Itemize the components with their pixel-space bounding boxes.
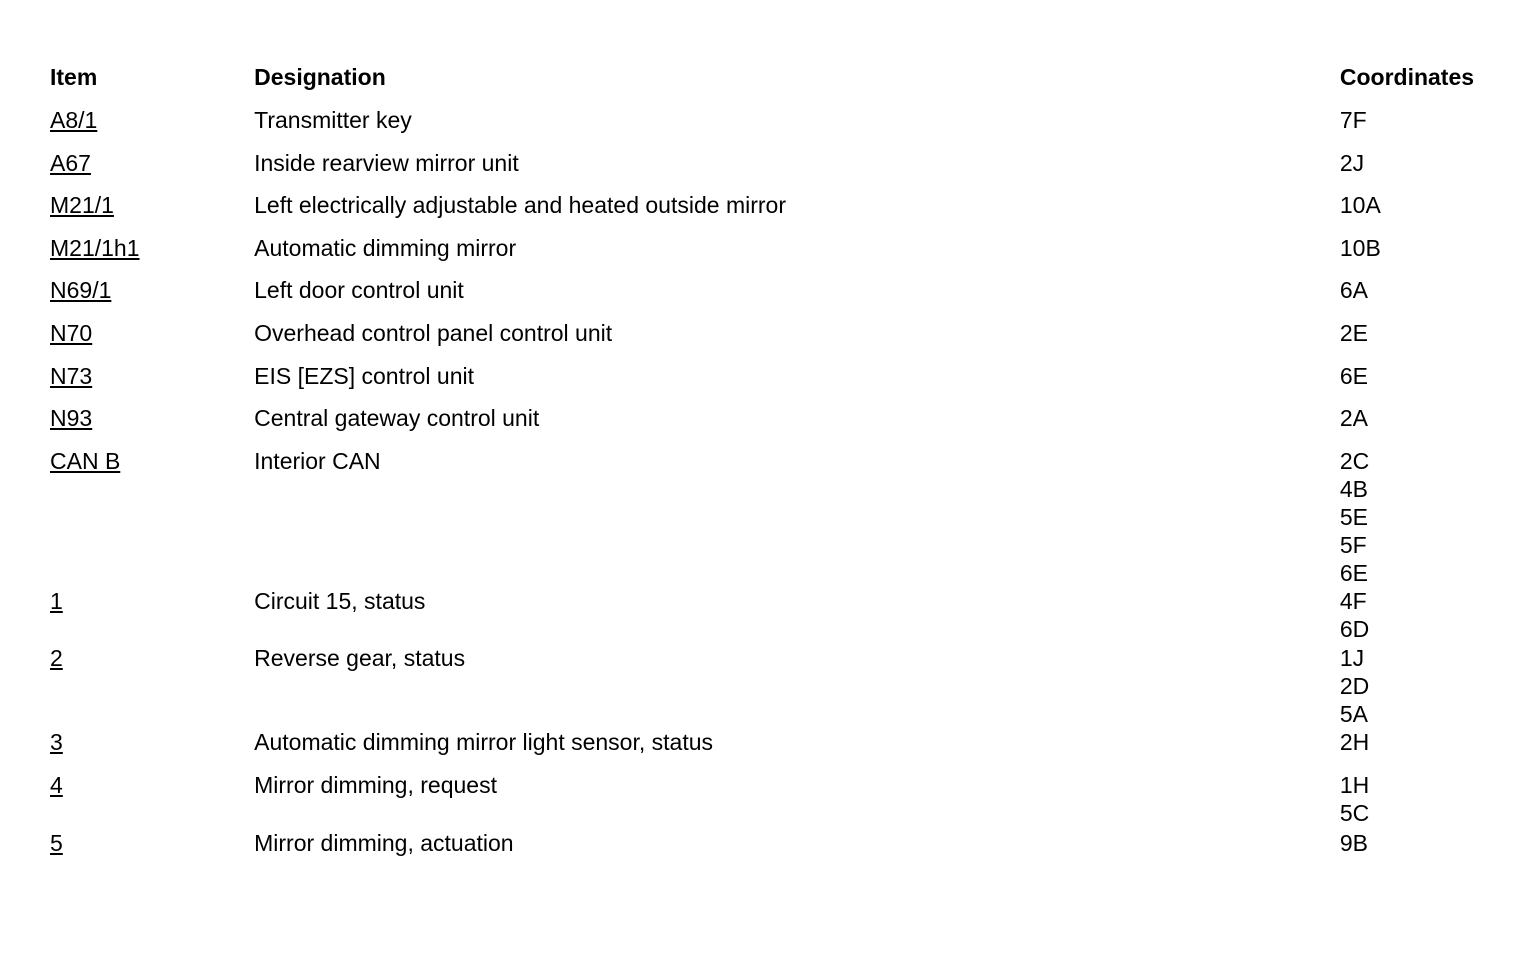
- designation-cell: Central gateway control unit: [254, 405, 540, 432]
- designation-cell: Mirror dimming, request: [254, 771, 497, 798]
- designation-cell: Interior CAN: [254, 447, 381, 474]
- coordinate-value: 9B: [1339, 829, 1368, 856]
- coordinates-cell: [1340, 191, 1510, 234]
- coordinates-cell: [1340, 447, 1510, 587]
- item-cell: [50, 728, 254, 771]
- item-cell: [50, 447, 254, 587]
- table-row: [50, 447, 1510, 587]
- designation-cell: Transmitter key: [254, 107, 412, 133]
- designation-cell: Mirror dimming, actuation: [254, 829, 514, 856]
- header-designation: Designation: [254, 64, 386, 90]
- table-row: [50, 771, 1510, 829]
- designation-cell: Reverse gear, status: [254, 645, 466, 672]
- designation-cell: Inside rearview mirror unit: [254, 149, 519, 176]
- item-link[interactable]: 1: [50, 587, 63, 614]
- item-link[interactable]: N69/1: [50, 277, 112, 304]
- table-row: [50, 319, 1510, 362]
- item-link[interactable]: CAN B: [50, 447, 121, 474]
- coordinates-cell: [1340, 276, 1510, 319]
- header-row: [50, 64, 1510, 106]
- coordinate-value: 10B: [1339, 234, 1381, 261]
- table-row: [50, 149, 1510, 192]
- table-row: [50, 276, 1510, 319]
- designation-cell: Automatic dimming mirror: [254, 234, 517, 261]
- table-row: [50, 234, 1510, 277]
- item-cell: [50, 587, 254, 645]
- coordinates-cell: [1340, 106, 1510, 149]
- coordinate-value: 5F: [1339, 531, 1367, 558]
- designation-cell: Automatic dimming mirror light sensor, status: [254, 729, 714, 756]
- item-cell: [50, 644, 254, 728]
- coordinate-value: 1H: [1339, 771, 1370, 798]
- table-row: [50, 362, 1510, 405]
- item-cell: [50, 234, 254, 277]
- coordinate-value: 6E: [1339, 362, 1368, 389]
- table-row: [50, 829, 1510, 872]
- designation-cell: Overhead control panel control unit: [254, 319, 613, 346]
- item-cell: [50, 191, 254, 234]
- designation-cell: Left door control unit: [254, 277, 464, 304]
- item-link[interactable]: N93: [50, 405, 93, 432]
- coordinates-cell: [1340, 149, 1510, 192]
- coordinates-cell: [1340, 644, 1510, 728]
- coordinate-value: 6D: [1339, 615, 1370, 642]
- coordinate-value: 7F: [1339, 107, 1367, 133]
- coordinate-value: 2E: [1339, 319, 1368, 346]
- table-row: [50, 404, 1510, 447]
- item-link[interactable]: N73: [50, 362, 93, 389]
- item-link[interactable]: 3: [50, 729, 63, 756]
- item-link[interactable]: A8/1: [50, 107, 98, 133]
- item-link[interactable]: M21/1: [50, 192, 114, 219]
- item-cell: [50, 319, 254, 362]
- item-cell: [50, 149, 254, 192]
- designation-cell: Circuit 15, status: [254, 587, 426, 614]
- coordinate-value: 2J: [1339, 149, 1365, 176]
- legend-table: [50, 64, 1510, 871]
- item-link[interactable]: A67: [50, 149, 91, 176]
- item-cell: [50, 362, 254, 405]
- table-row: [50, 587, 1510, 645]
- item-cell: [50, 771, 254, 829]
- coordinates-cell: [1340, 587, 1510, 645]
- coordinate-value: 2H: [1339, 729, 1370, 756]
- coordinates-cell: [1340, 728, 1510, 771]
- item-cell: [50, 106, 254, 149]
- coordinate-value: 6E: [1339, 559, 1368, 586]
- table-row: [50, 191, 1510, 234]
- item-link[interactable]: 4: [50, 771, 63, 798]
- coordinates-cell: [1340, 319, 1510, 362]
- designation-cell: Left electrically adjustable and heated outside mirror: [254, 192, 786, 219]
- coordinate-value: 4F: [1339, 587, 1367, 614]
- item-link[interactable]: 5: [50, 829, 63, 856]
- coordinate-value: 6A: [1339, 277, 1368, 304]
- coordinates-cell: [1340, 829, 1510, 872]
- item-cell: [50, 829, 254, 872]
- item-cell: [50, 276, 254, 319]
- item-cell: [50, 404, 254, 447]
- coordinates-cell: [1340, 234, 1510, 277]
- designation-cell: EIS [EZS] control unit: [254, 362, 474, 389]
- coordinate-value: 2D: [1339, 673, 1370, 700]
- coordinate-value: 5E: [1339, 503, 1368, 530]
- header-coordinates: Coordinates: [1339, 64, 1475, 90]
- header-item: Item: [50, 64, 98, 90]
- item-link[interactable]: 2: [50, 645, 63, 672]
- table-row: [50, 644, 1510, 728]
- table-row: [50, 106, 1510, 149]
- coordinate-value: 2A: [1339, 405, 1368, 432]
- coordinates-cell: [1340, 404, 1510, 447]
- coordinate-value: 1J: [1339, 645, 1365, 672]
- coordinates-cell: [1340, 362, 1510, 405]
- item-link[interactable]: N70: [50, 319, 93, 346]
- legend-body: [50, 106, 1510, 871]
- coordinate-value: 2C: [1339, 447, 1370, 474]
- table-row: [50, 728, 1510, 771]
- coordinate-value: 10A: [1339, 192, 1381, 219]
- coordinates-cell: [1340, 771, 1510, 829]
- coordinate-value: 5C: [1339, 799, 1370, 826]
- coordinate-value: 4B: [1339, 475, 1368, 502]
- coordinate-value: 5A: [1339, 701, 1368, 728]
- item-link[interactable]: M21/1h1: [50, 234, 140, 261]
